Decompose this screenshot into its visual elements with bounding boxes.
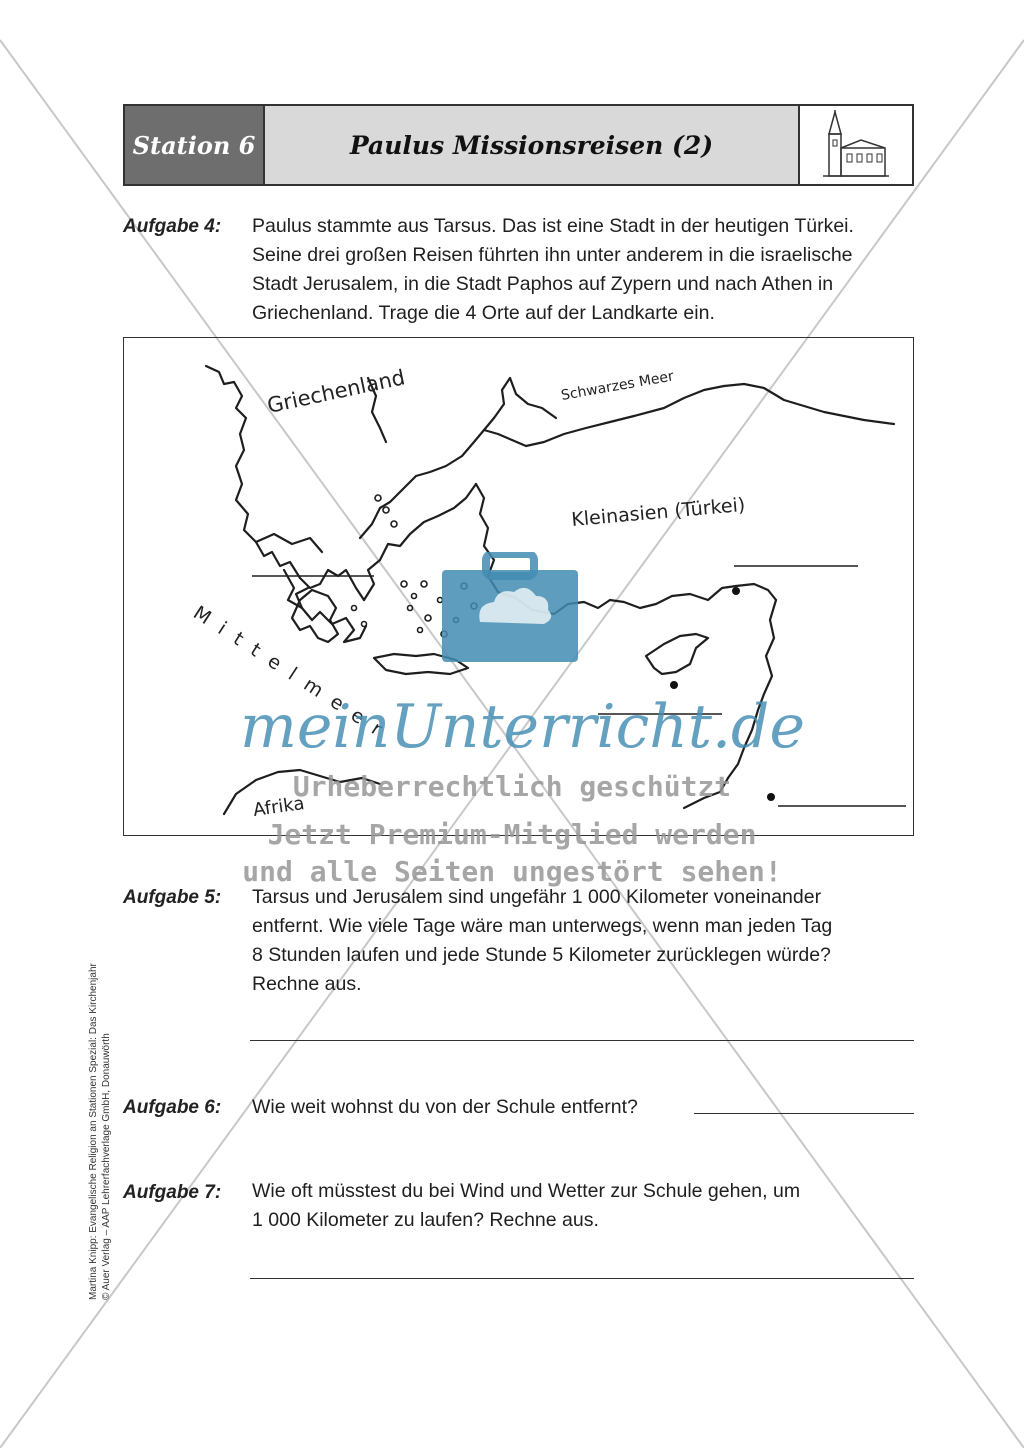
task5-text [252, 883, 914, 999]
map-label-kleinasien: Kleinasien (Türkei) [570, 493, 747, 531]
task7-text [252, 1177, 914, 1235]
watermark-line2: Jetzt Premium-Mitglied werden [267, 818, 757, 851]
task7-answer-line[interactable] [250, 1278, 914, 1279]
map-label-schwarzes-meer: Schwarzes Meer [559, 368, 675, 404]
map-label-afrika: Afrika [251, 792, 306, 821]
task4-text [252, 212, 914, 328]
task6-answer-line[interactable] [694, 1113, 914, 1114]
city-dot-tarsus [732, 587, 740, 595]
task5-line: 8 Stunden laufen und jede Stunde 5 Kilometer zurücklegen würde? [252, 944, 831, 966]
task4-line: Griechenland. Trage die 4 Orte auf der Landkarte ein. [252, 302, 715, 324]
task7-line: 1 000 Kilometer zu laufen? Rechne aus. [252, 1209, 599, 1231]
task6-label: Aufgabe 6: [123, 1097, 222, 1118]
task6-text: Wie weit wohnst du von der Schule entfernt? [252, 1096, 638, 1118]
task5-label: Aufgabe 5: [123, 887, 222, 908]
map-label-griechenland: Griechenland [265, 365, 408, 418]
watermark-line1: Urheberrechtlich geschützt [292, 770, 732, 803]
sidebar-credit-line2: © Auer Verlag – AAP Lehrerfachverlage GmbH, Donauwörth [101, 1033, 112, 1300]
task5-line: entfernt. Wie viele Tage wäre man unterwegs, wenn man jeden Tag [252, 915, 833, 937]
station-header [123, 104, 914, 186]
church-icon [800, 106, 912, 184]
task4-line: Seine drei großen Reisen führten ihn unter anderem in die israelische [252, 244, 853, 266]
sidebar-credit-line1: Martina Knipp: Evangelische Religion an Stationen Spezial: Das Kirchenjahr [88, 963, 99, 1300]
watermark-briefcase-icon [440, 552, 580, 664]
station-label: Station 6 [125, 106, 265, 184]
task5-answer-line[interactable] [250, 1040, 914, 1041]
task7-line: Wie oft müsstest du bei Wind und Wetter zur Schule gehen, um [252, 1180, 801, 1202]
task7-label: Aufgabe 7: [123, 1182, 222, 1203]
task5-line: Rechne aus. [252, 973, 362, 995]
task4-line: Stadt Jerusalem, in die Stadt Paphos auf Zypern und nach Athen in [252, 273, 834, 295]
page-title: Paulus Missionsreisen (2) [265, 106, 800, 184]
map-label-mittelmeer: Mittelmeer [189, 601, 397, 748]
task5-line: Tarsus und Jerusalem sind ungefähr 1 000 Kilometer voneinander [252, 886, 822, 908]
city-dot-paphos [670, 681, 678, 689]
watermark-brand: meinUnterricht.de [240, 692, 805, 762]
task4-line: Paulus stammte aus Tarsus. Das ist eine Stadt in der heutigen Türkei. [252, 215, 854, 237]
task4-label: Aufgabe 4: [123, 216, 222, 237]
watermark-line3: und alle Seiten ungestört sehen! [242, 855, 782, 888]
